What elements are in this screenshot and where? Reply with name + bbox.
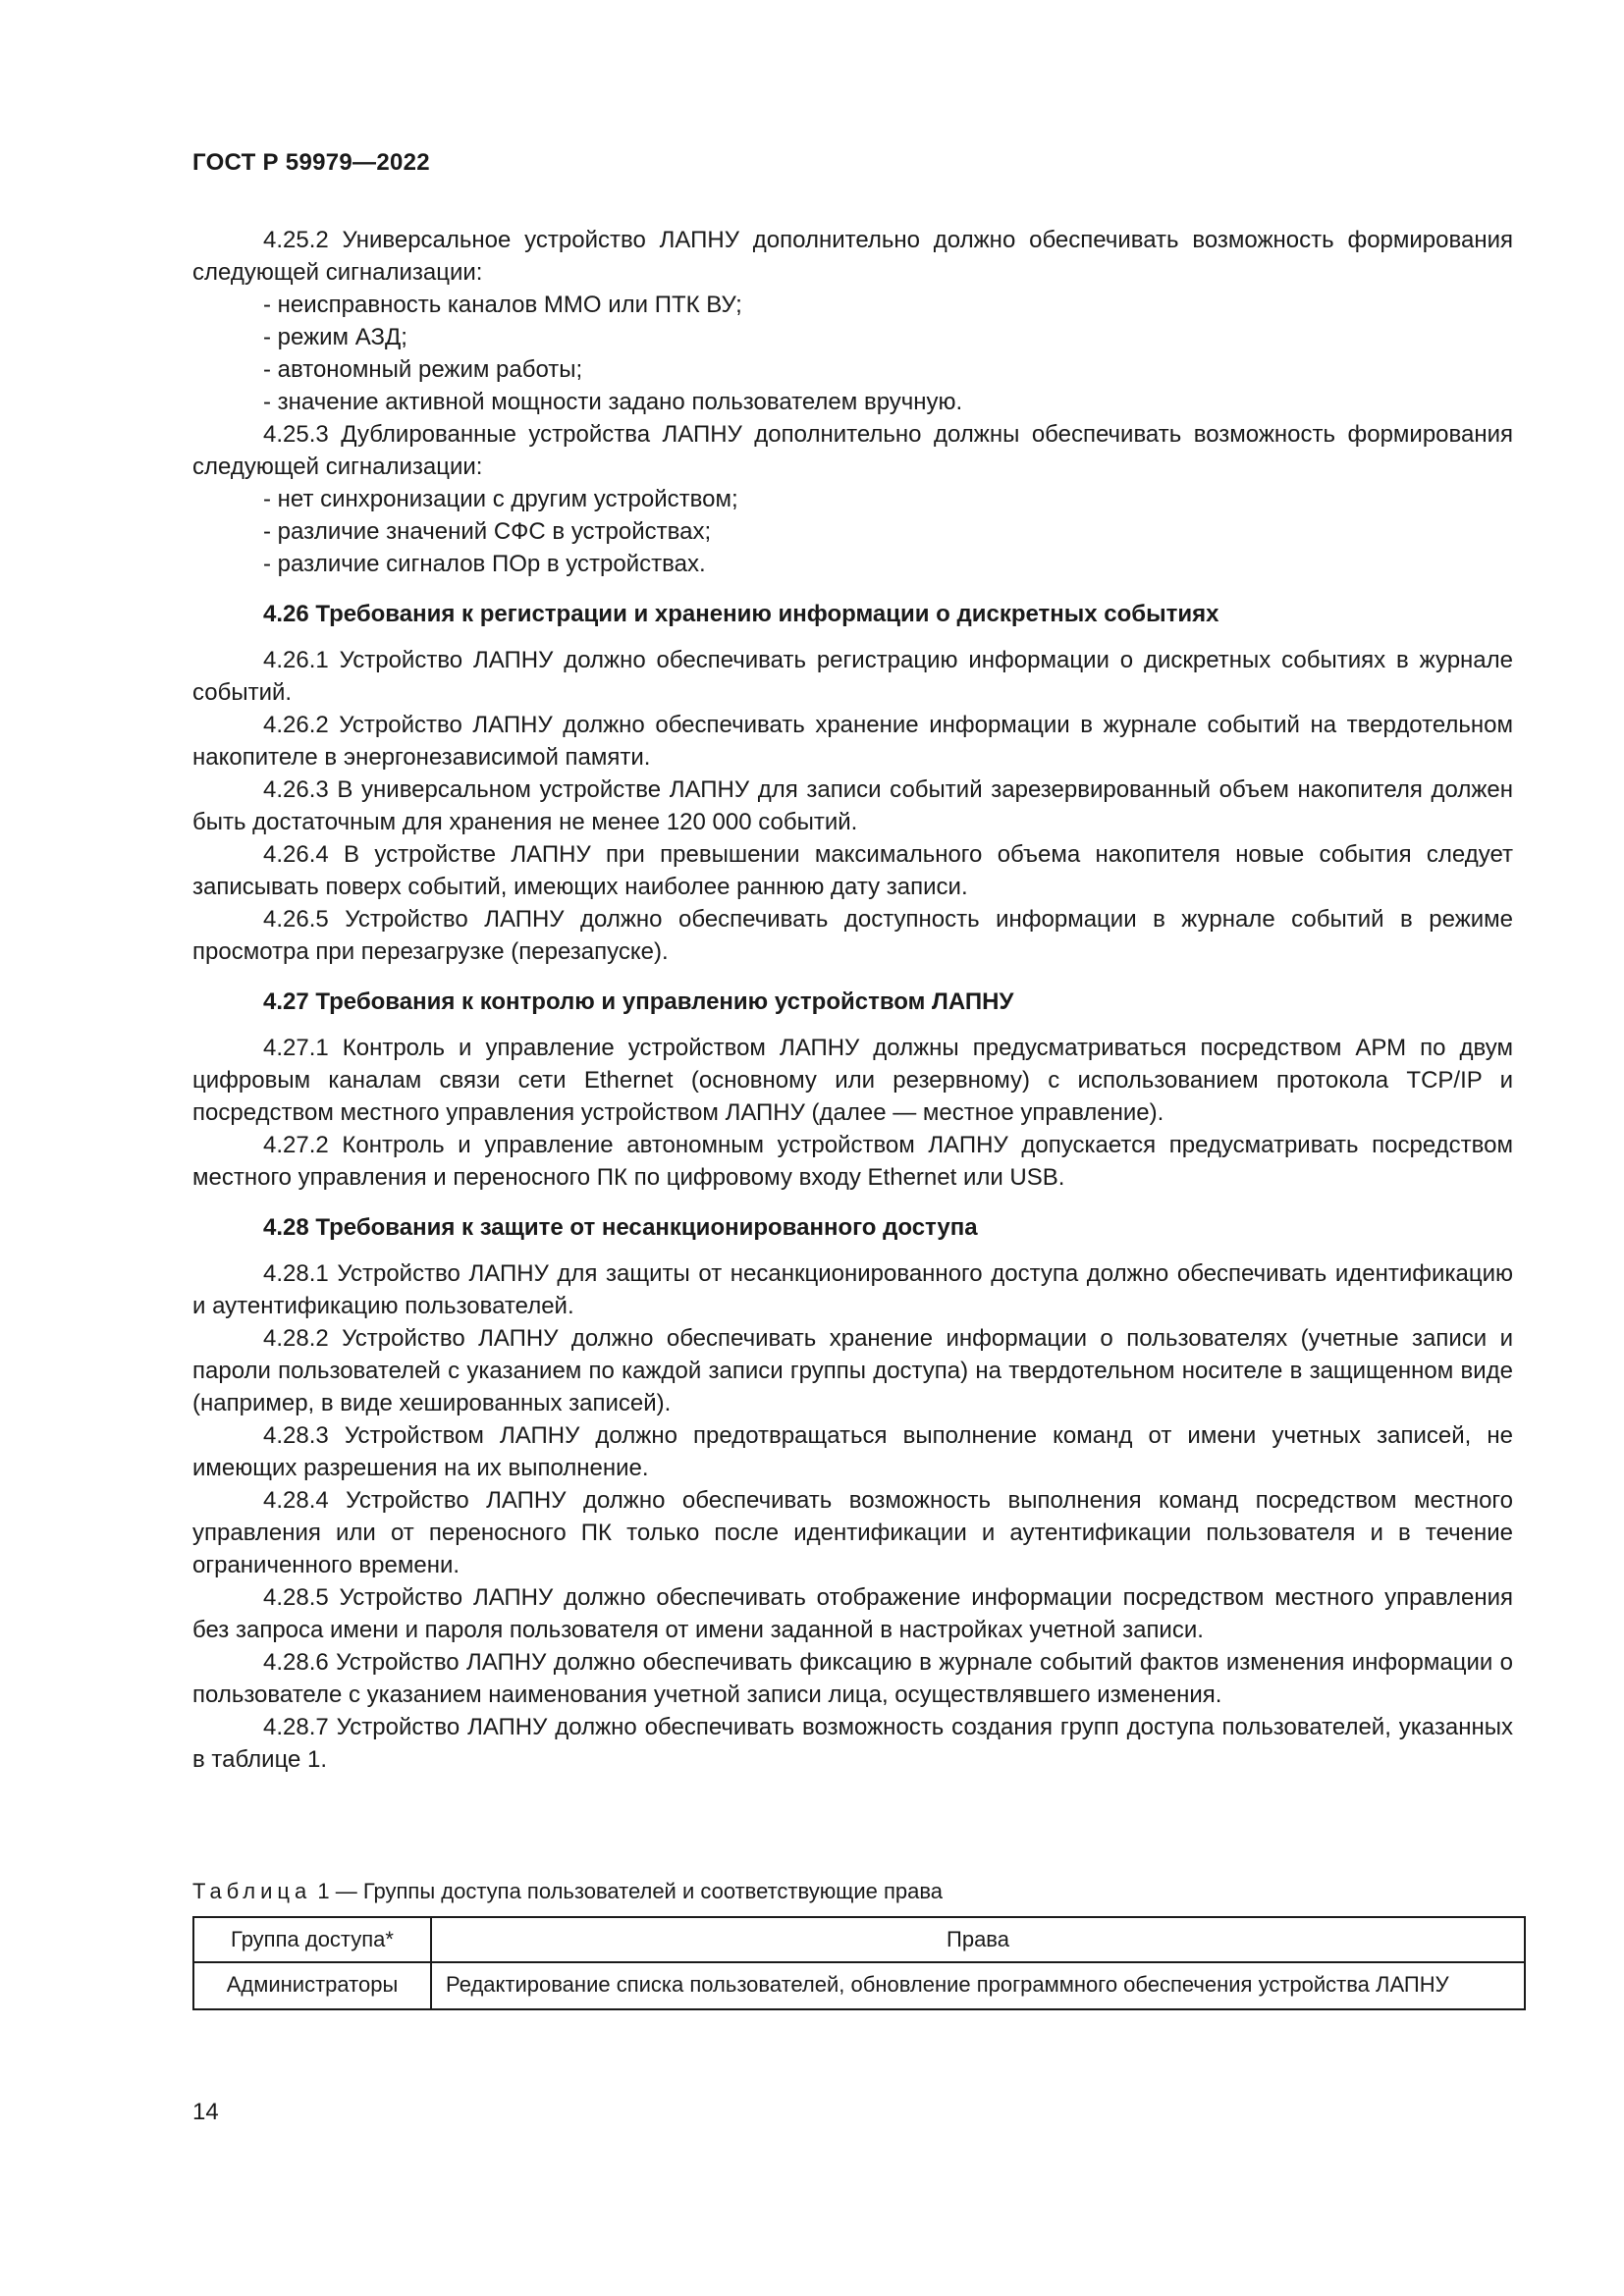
paragraph: 4.27.2 Контроль и управление автономным устройством ЛАПНУ допускается предусматривать посредством местного управления и переносного ПК по цифровому входу Ethernet или USB. [192, 1132, 1513, 1191]
list-item: - значение активной мощности задано пользователем вручную. [263, 389, 963, 415]
column-header-group: Группа доступа* [193, 1917, 431, 1962]
section-heading: 4.28 Требования к защите от несанкционированного доступа [263, 1214, 978, 1241]
list-item: - различие значений СФС в устройствах; [263, 518, 712, 545]
list-item: - неисправность каналов ММО или ПТК ВУ; [263, 292, 742, 318]
document-header: ГОСТ Р 59979—2022 [192, 149, 430, 176]
list-item: - автономный режим работы; [263, 356, 583, 383]
list-item: - режим АЗД; [263, 324, 407, 350]
paragraph: 4.27.1 Контроль и управление устройством ЛАПНУ должны предусматриваться посредством АРМ по двум цифровым каналам связи сети Ethernet (основному или резервному) с использованием протокола TCP/IP и посредством местного управления устройством ЛАПНУ (далее — местное управление). [192, 1035, 1513, 1126]
access-groups-table [192, 1916, 1526, 2010]
paragraph: 4.28.1 Устройство ЛАПНУ для защиты от несанкционированного доступа должно обеспечивать идентификацию и аутентификацию пользователей. [192, 1260, 1513, 1319]
table-row [193, 1962, 1525, 2009]
paragraph: 4.25.3 Дублированные устройства ЛАПНУ дополнительно должны обеспечивать возможность формирования следующей сигнализации: [192, 421, 1513, 480]
paragraph: 4.28.6 Устройство ЛАПНУ должно обеспечивать фиксацию в журнале событий фактов изменения информации о пользователе с указанием наименования учетной записи лица, осуществлявшего изменения. [192, 1649, 1513, 1708]
paragraph: 4.28.5 Устройство ЛАПНУ должно обеспечивать отображение информации посредством местного управления без запроса имени и пароля пользователя от имени заданной в настройках учетной записи. [192, 1584, 1513, 1643]
paragraph: 4.26.4 В устройстве ЛАПНУ при превышении максимального объема накопителя новые события следует записывать поверх событий, имеющих наиболее раннюю дату записи. [192, 841, 1513, 900]
paragraph: 4.26.1 Устройство ЛАПНУ должно обеспечивать регистрацию информации о дискретных событиях в журнале событий. [192, 647, 1513, 706]
column-header-rights: Права [431, 1917, 1525, 1962]
paragraph: 4.28.4 Устройство ЛАПНУ должно обеспечивать возможность выполнения команд посредством местного управления или от переносного ПК только после идентификации и аутентификации пользователя и в течение ограниченного времени. [192, 1487, 1513, 1578]
paragraph: 4.26.5 Устройство ЛАПНУ должно обеспечивать доступность информации в журнале событий в режиме просмотра при перезагрузке (перезапуске). [192, 906, 1513, 965]
table-cell-rights: Редактирование списка пользователей, обновление программного обеспечения устройства ЛАПНУ [431, 1962, 1525, 2009]
paragraph: 4.26.2 Устройство ЛАПНУ должно обеспечивать хранение информации в журнале событий на твердотельном накопителе в энергонезависимой памяти. [192, 712, 1513, 771]
list-item: - различие сигналов ПОр в устройствах. [263, 551, 706, 577]
table-header-row [193, 1917, 1525, 1962]
list-item: - нет синхронизации с другим устройством; [263, 486, 738, 512]
table-caption-label: Таблица [192, 1879, 312, 1903]
section-heading: 4.26 Требования к регистрации и хранению информации о дискретных событиях [263, 601, 1219, 627]
section-heading: 4.27 Требования к контролю и управлению устройством ЛАПНУ [263, 988, 1014, 1015]
paragraph: 4.25.2 Универсальное устройство ЛАПНУ дополнительно должно обеспечивать возможность формирования следующей сигнализации: [192, 227, 1513, 286]
table-cell-group: Администраторы [193, 1962, 431, 2009]
paragraph: 4.28.2 Устройство ЛАПНУ должно обеспечивать хранение информации о пользователях (учетные записи и пароли пользователей с указанием по каждой записи группы доступа) на твердотельном носителе в защищенном виде (например, в виде хешированных записей). [192, 1325, 1513, 1416]
document-body [192, 224, 1513, 1776]
page-number: 14 [192, 2099, 219, 2125]
table-caption-text: 1 — Группы доступа пользователей и соответствующие права [311, 1879, 944, 1903]
paragraph: 4.28.7 Устройство ЛАПНУ должно обеспечивать возможность создания групп доступа пользователей, указанных в таблице 1. [192, 1714, 1513, 1773]
paragraph: 4.28.3 Устройством ЛАПНУ должно предотвращаться выполнение команд от имени учетных записей, не имеющих разрешения на их выполнение. [192, 1422, 1513, 1481]
paragraph: 4.26.3 В универсальном устройстве ЛАПНУ для записи событий зарезервированный объем накопителя должен быть достаточным для хранения не менее 120 000 событий. [192, 776, 1513, 835]
table-caption [192, 1879, 943, 1904]
